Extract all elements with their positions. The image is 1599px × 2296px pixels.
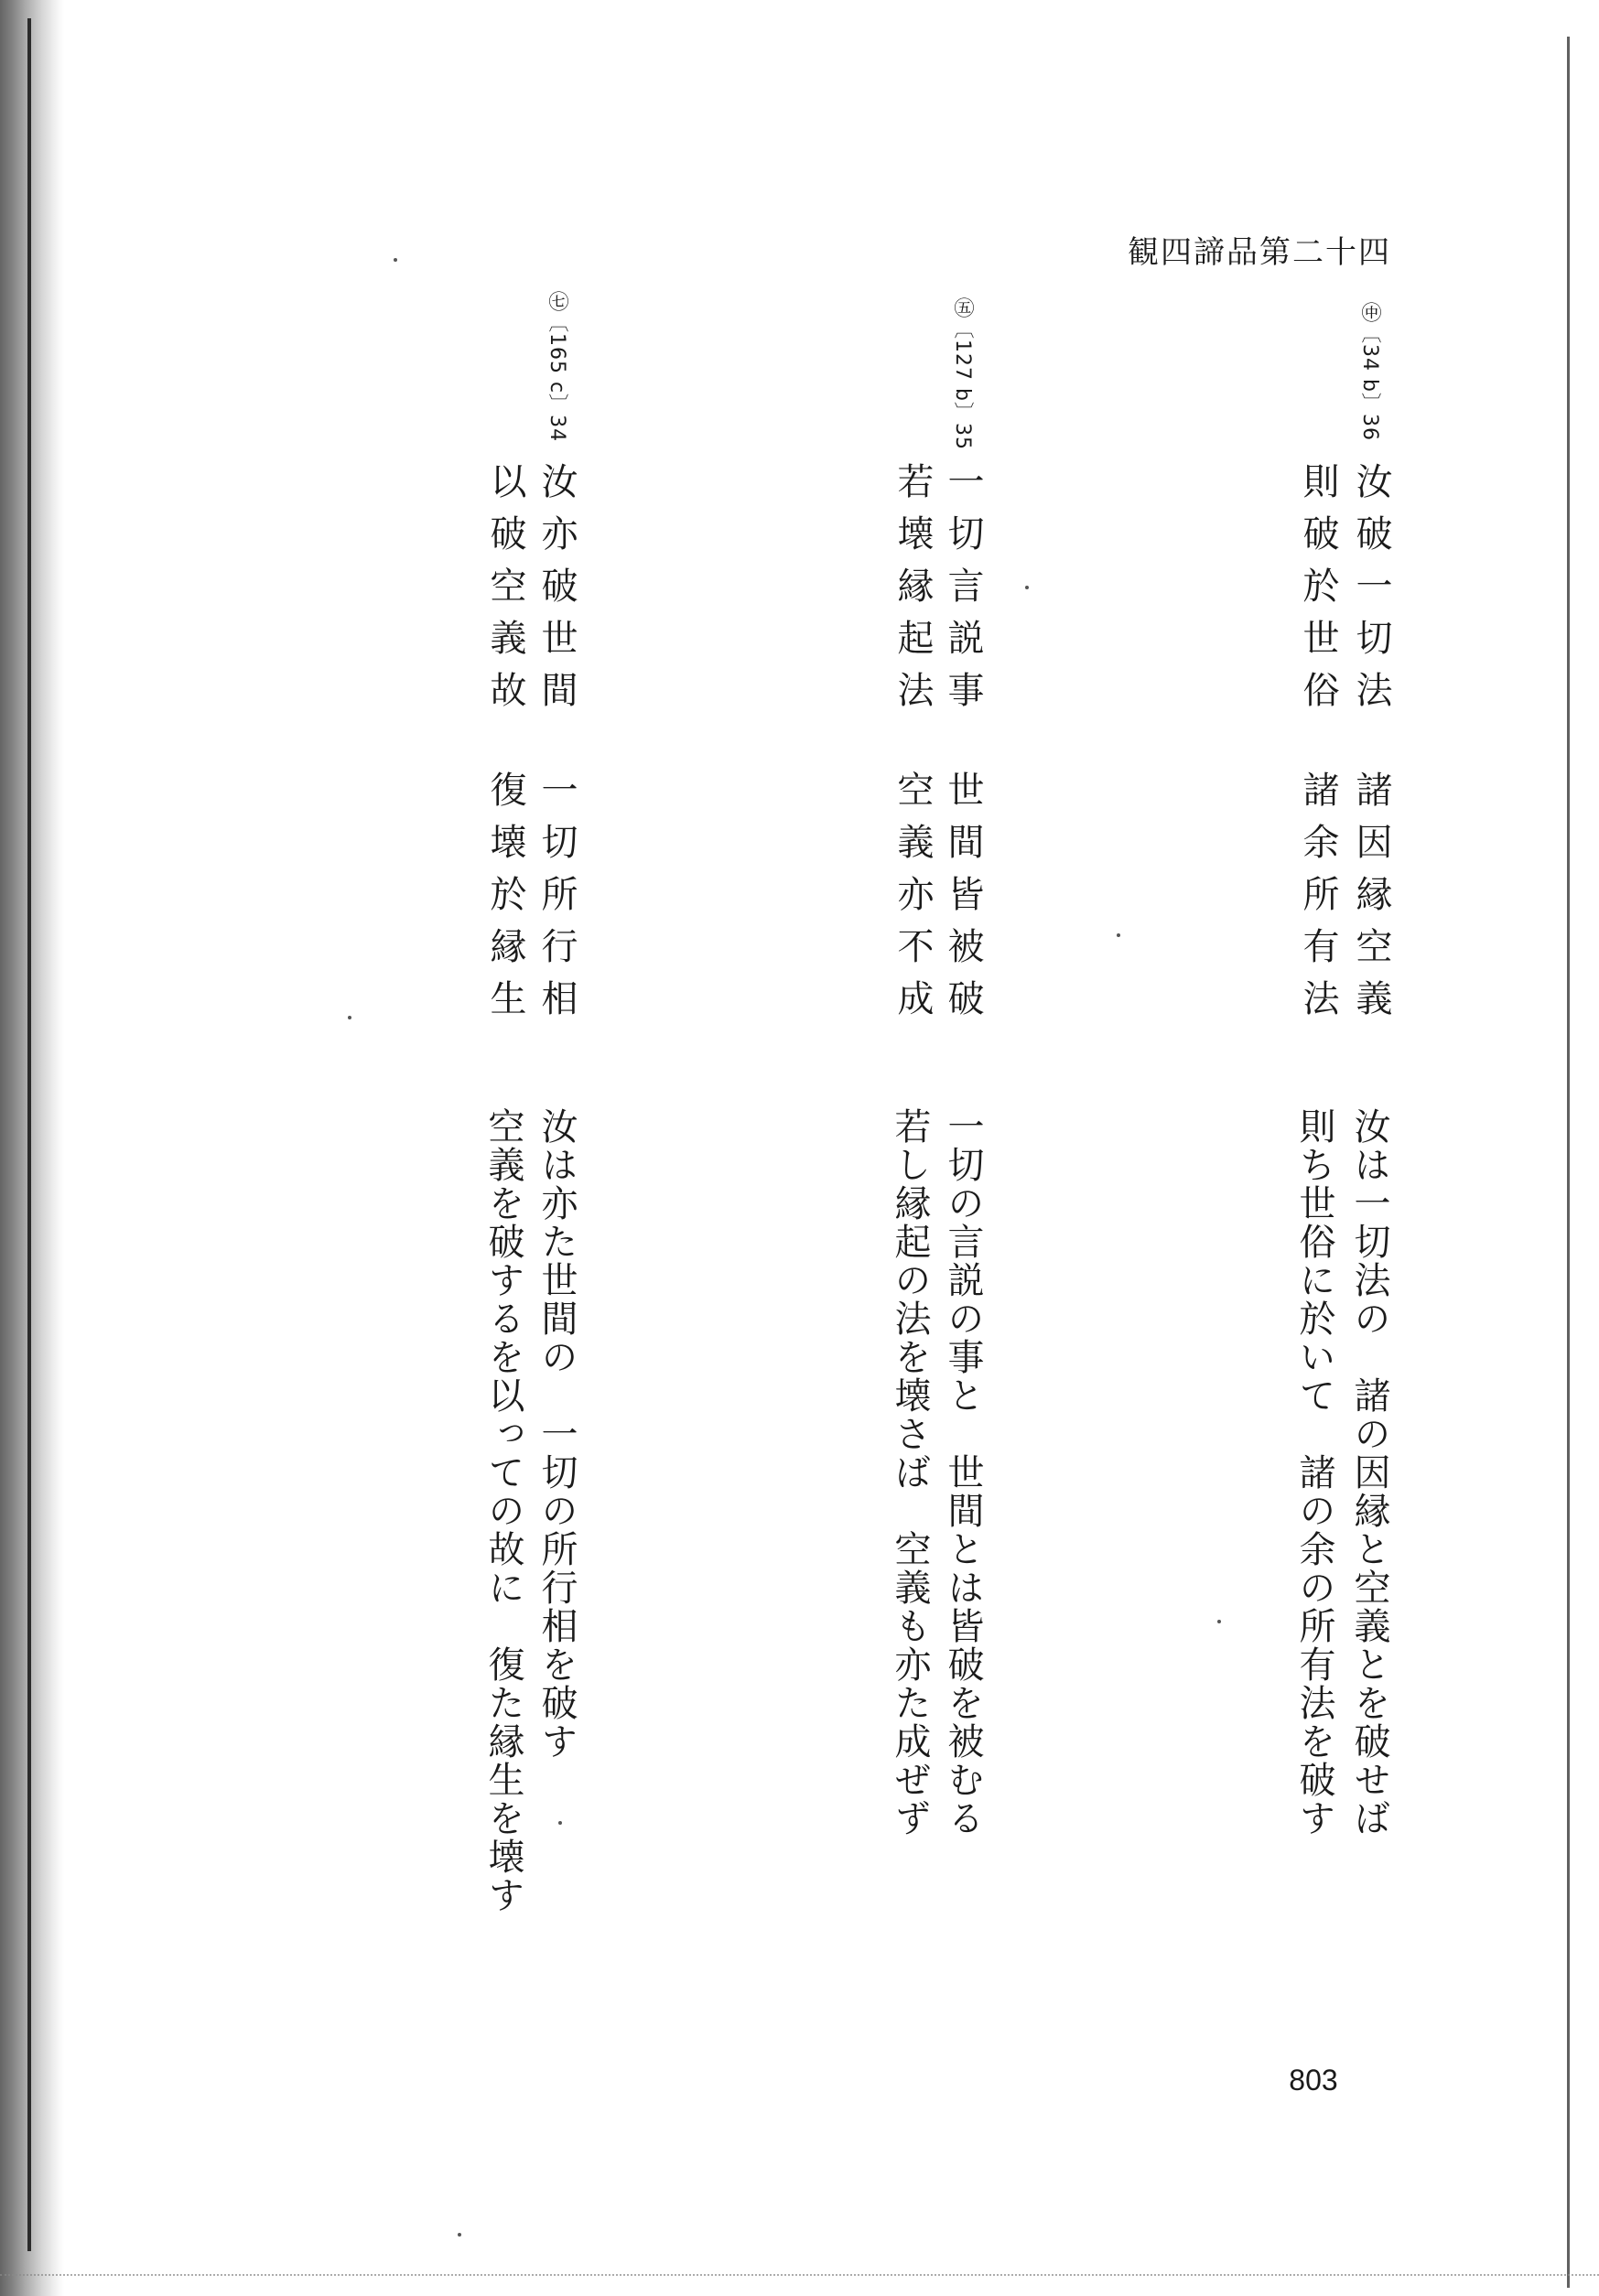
verse-line-b: 空義亦不成	[891, 771, 934, 1031]
scan-speck	[394, 258, 397, 262]
verse-line	[1297, 462, 1339, 1031]
verse-line-a: 以破空義故	[484, 462, 526, 723]
verse-line	[891, 462, 934, 1031]
running-head: 観四諦品第二十四	[1128, 234, 1391, 271]
scan-speck	[1025, 586, 1029, 589]
verse-line	[942, 462, 984, 1031]
reading-line: 若し縁起の法を壊さば 空義も亦た成ぜず	[889, 1107, 931, 1838]
verse-line-b: 諸因縁空義	[1350, 771, 1392, 1031]
verse-line-b: 一切所行相	[535, 771, 578, 1031]
reading-line: 空義を破するを以っての故に 復た縁生を壊す	[482, 1107, 524, 1914]
verse-line-b: 諸余所有法	[1297, 771, 1339, 1031]
verse-line-a: 一切言説事	[942, 462, 984, 723]
verse-ref: ㊆〔165 c〕34	[546, 291, 568, 443]
scan-binding-shadow	[0, 0, 64, 2296]
verse-line-b: 復壊於縁生	[484, 771, 526, 1031]
verse-line-a: 則破於世俗	[1297, 462, 1339, 723]
verse-line	[535, 462, 578, 1031]
reading-line: 汝は亦た世間の 一切の所行相を破す	[535, 1107, 578, 1761]
scan-binding-line	[27, 18, 31, 2251]
reading-line: 則ち世俗に於いて 諸の余の所有法を破す	[1293, 1107, 1335, 1838]
verse-line	[484, 462, 526, 1031]
verse-line-a: 汝亦破世間	[535, 462, 578, 723]
verse-line-a: 若壊縁起法	[891, 462, 934, 723]
scan-speck	[1117, 933, 1120, 937]
scan-speck	[1217, 1620, 1221, 1623]
scan-bottom-edge	[0, 2274, 1599, 2278]
scan-speck	[558, 1821, 562, 1825]
reading-line: 汝は一切法の 諸の因縁と空義とを破せば	[1348, 1107, 1390, 1838]
scan-speck	[458, 2233, 461, 2237]
verse-line-a: 汝破一切法	[1350, 462, 1392, 723]
verse-ref: ㊥〔34 b〕36	[1358, 302, 1381, 441]
scan-speck	[348, 1016, 351, 1019]
verse-ref: ㊄〔127 b〕35	[951, 297, 974, 450]
scan-right-edge	[1567, 37, 1570, 2288]
verse-line	[1350, 462, 1392, 1031]
page-number: 803	[1289, 2064, 1338, 2097]
verse-line-b: 世間皆被破	[942, 771, 984, 1031]
reading-line: 一切の言説の事と 世間とは皆破を被むる	[942, 1107, 984, 1838]
